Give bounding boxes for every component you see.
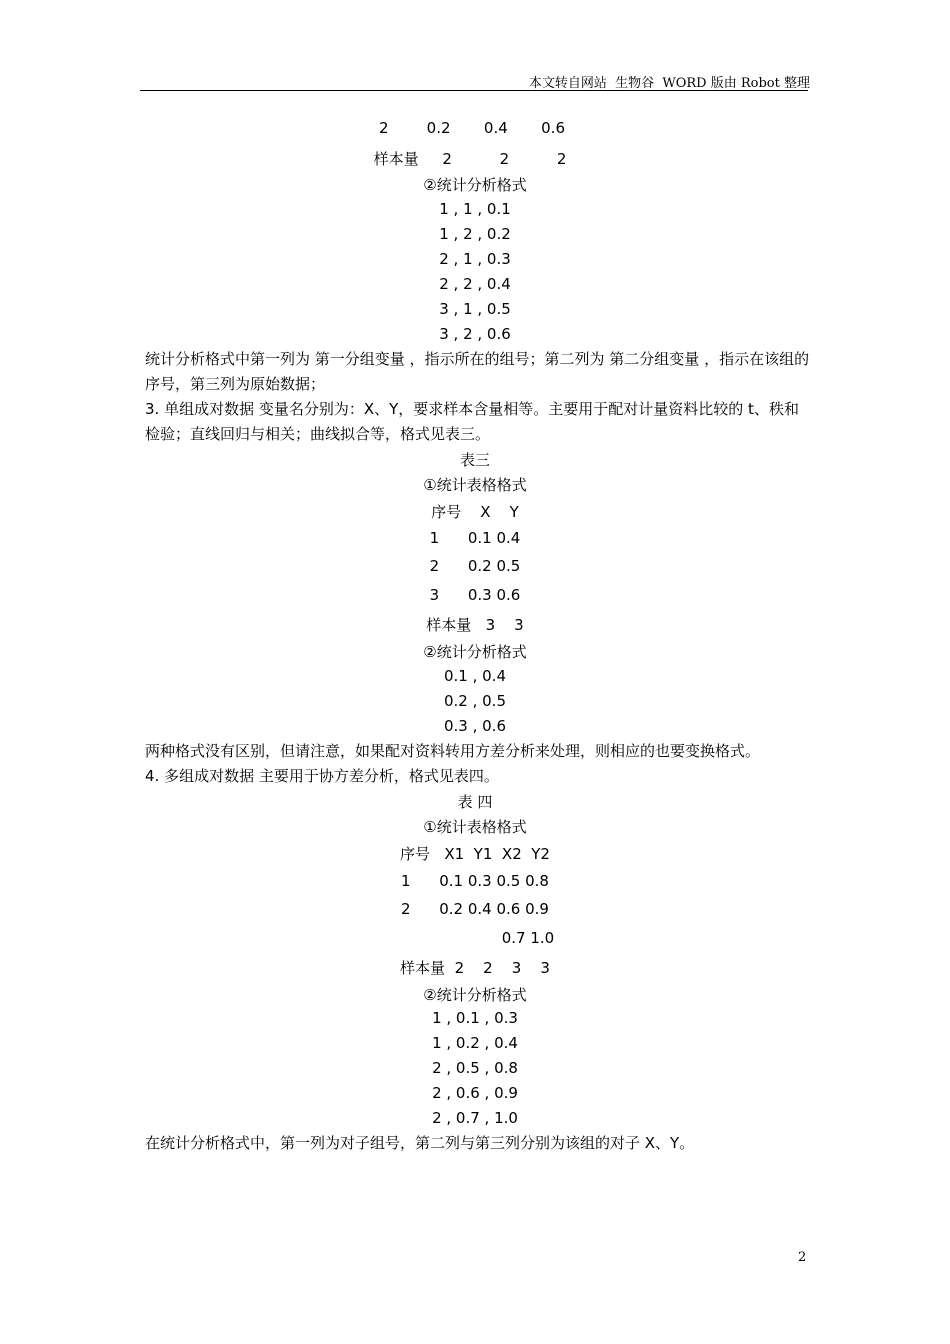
table2-sample-size: 样本量 2 2 2 [373, 150, 567, 168]
table2-analysis-row: 3 , 1 , 0.5 [439, 300, 511, 318]
table2-analysis-title: ②统计分析格式 [423, 176, 527, 194]
table2-analysis-row: 2 , 1 , 0.3 [439, 250, 511, 268]
paragraph-pair-columns-note: 在统计分析格式中，第一列为对子组号，第二列与第三列分别为该组的对子 X、Y。 [145, 1134, 695, 1152]
paragraph-no-difference-note: 两种格式没有区别，但请注意，如果配对资料转用方差分析来处理，则相应的也要变换格式。 [145, 742, 761, 760]
table4-analysis-row: 1 , 0.2 , 0.4 [432, 1034, 518, 1052]
paragraph-single-paired-data: 3. 单组成对数据 变量名分别为：X、Y，要求样本含量相等。主要用于配对计量资料比较的 t、秩和检验；直线回归与相关；曲线拟合等，格式见表三。 [145, 400, 799, 443]
table4-title: 表 四 [457, 793, 493, 811]
table4-header: 序号 X1 Y1 X2 Y2 [400, 845, 550, 863]
table4-analysis-row: 2 , 0.5 , 0.8 [432, 1059, 518, 1077]
table4-analysis-row: 1 , 0.1 , 0.3 [432, 1009, 518, 1027]
table4-sample-size: 样本量 2 2 3 3 [400, 959, 550, 977]
table3-analysis-row: 0.3 , 0.6 [443, 717, 506, 735]
header-rule [140, 90, 808, 91]
table2-analysis-row: 1 , 1 , 0.1 [439, 200, 511, 218]
paragraph-multi-paired-data: 4. 多组成对数据 主要用于协方差分析，格式见表四。 [145, 767, 499, 785]
table3-header: 序号 X Y [431, 503, 519, 521]
table2-last-row: 2 0.2 0.4 0.6 [378, 119, 565, 137]
table2-analysis-row: 2 , 2 , 0.4 [439, 275, 511, 293]
table2-analysis-row: 3 , 2 , 0.6 [439, 325, 511, 343]
table3-row: 3 0.3 0.6 [429, 586, 521, 604]
table4-row: 2 0.2 0.4 0.6 0.9 [401, 900, 549, 918]
table3-row: 2 0.2 0.5 [429, 557, 521, 575]
table4-format-title: ①统计表格格式 [423, 818, 527, 836]
table3-row: 1 0.1 0.4 [429, 529, 521, 547]
table3-analysis-row: 0.2 , 0.5 [443, 692, 506, 710]
table3-title: 表三 [459, 451, 490, 469]
page-header: 本文转自网站 生物谷 WORD 版由 Robot 整理 [528, 76, 810, 91]
table3-format-title: ①统计表格格式 [423, 476, 527, 494]
table4-analysis-row: 2 , 0.7 , 1.0 [432, 1109, 518, 1127]
table4-analysis-title: ②统计分析格式 [423, 986, 527, 1004]
table2-analysis-row: 1 , 2 , 0.2 [439, 225, 511, 243]
page-number: 2 [798, 1250, 807, 1265]
table3-analysis-title: ②统计分析格式 [423, 643, 527, 661]
table4-analysis-row: 2 , 0.6 , 0.9 [432, 1084, 518, 1102]
table4-row: 1 0.1 0.3 0.5 0.8 [401, 872, 549, 890]
table4-row: 0.7 1.0 [501, 929, 555, 947]
table3-sample-size: 样本量 3 3 [426, 616, 524, 634]
table3-analysis-row: 0.1 , 0.4 [443, 667, 506, 685]
paragraph-analysis-format-note: 统计分析格式中第一列为 第一分组变量 ，指示所在的组号；第二列为 第二分组变量 ，指示在该组的序号，第三列为原始数据； [145, 350, 810, 393]
